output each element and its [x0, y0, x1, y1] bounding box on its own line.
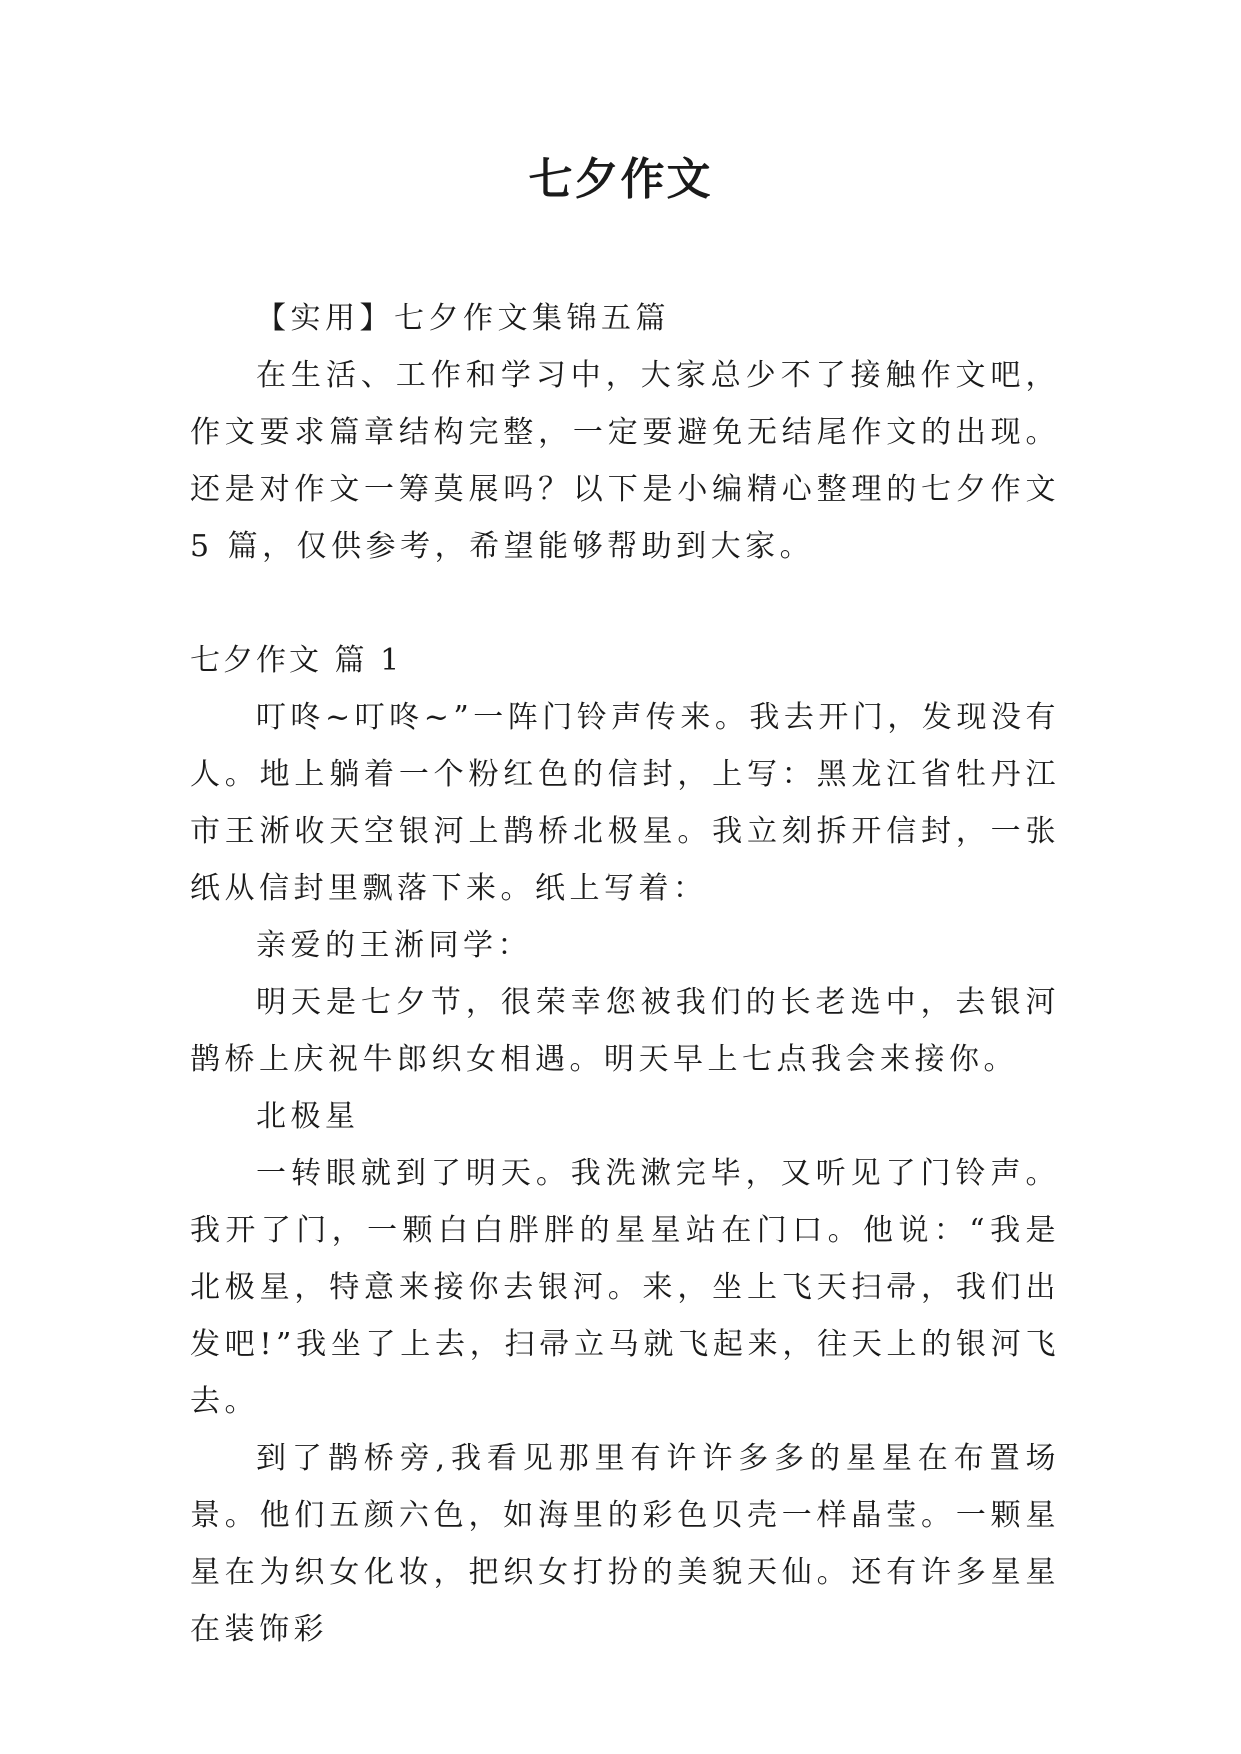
section-heading: 七夕作文 篇 1	[190, 643, 403, 678]
intro-paragraph: 在生活、工作和学习中，大家总少不了接触作文吧，作文要求篇章结构完整，一定要避免无结尾作文的出现。还是对作文一筹莫展吗？以下是小编精心整理的七夕作文 5 篇，仅供参考，希望能够帮助到大家。	[190, 358, 1060, 564]
letter-body: 明天是七夕节，很荣幸您被我们的长老选中，去银河鹊桥上庆祝牛郎织女相遇。明天早上七点我会来接你。	[190, 985, 1060, 1077]
document-title: 七夕作文	[528, 154, 713, 205]
body-paragraph: 一转眼就到了明天。我洗漱完毕，又听见了门铃声。我开了门，一颗白白胖胖的星星站在门口。他说：“我是北极星，特意来接你去银河。来，坐上飞天扫帚，我们出发吧!”我坐了上去，扫帚立马就飞起来，往天上的银河飞去。	[190, 1156, 1060, 1419]
body-paragraph: 到了鹊桥旁,我看见那里有许许多多的星星在布置场景。他们五颜六色，如海里的彩色贝壳一样晶莹。一颗星星在为织女化妆，把织女打扮的美貌天仙。还有许多星星在装饰彩	[190, 1441, 1060, 1647]
body-paragraph: 叮咚~叮咚~”一阵门铃声传来。我去开门，发现没有人。地上躺着一个粉红色的信封，上写：黑龙江省牡丹江市王淅收天空银河上鹊桥北极星。我立刻拆开信封，一张纸从信封里飘落下来。纸上写着：	[190, 700, 1060, 906]
document-subtitle: 【实用】七夕作文集锦五篇	[256, 301, 670, 336]
paragraph-gap	[190, 575, 1060, 632]
letter-signature: 北极星	[256, 1099, 360, 1134]
letter-salutation: 亲爱的王淅同学：	[256, 928, 532, 963]
document-body	[190, 290, 1060, 1658]
